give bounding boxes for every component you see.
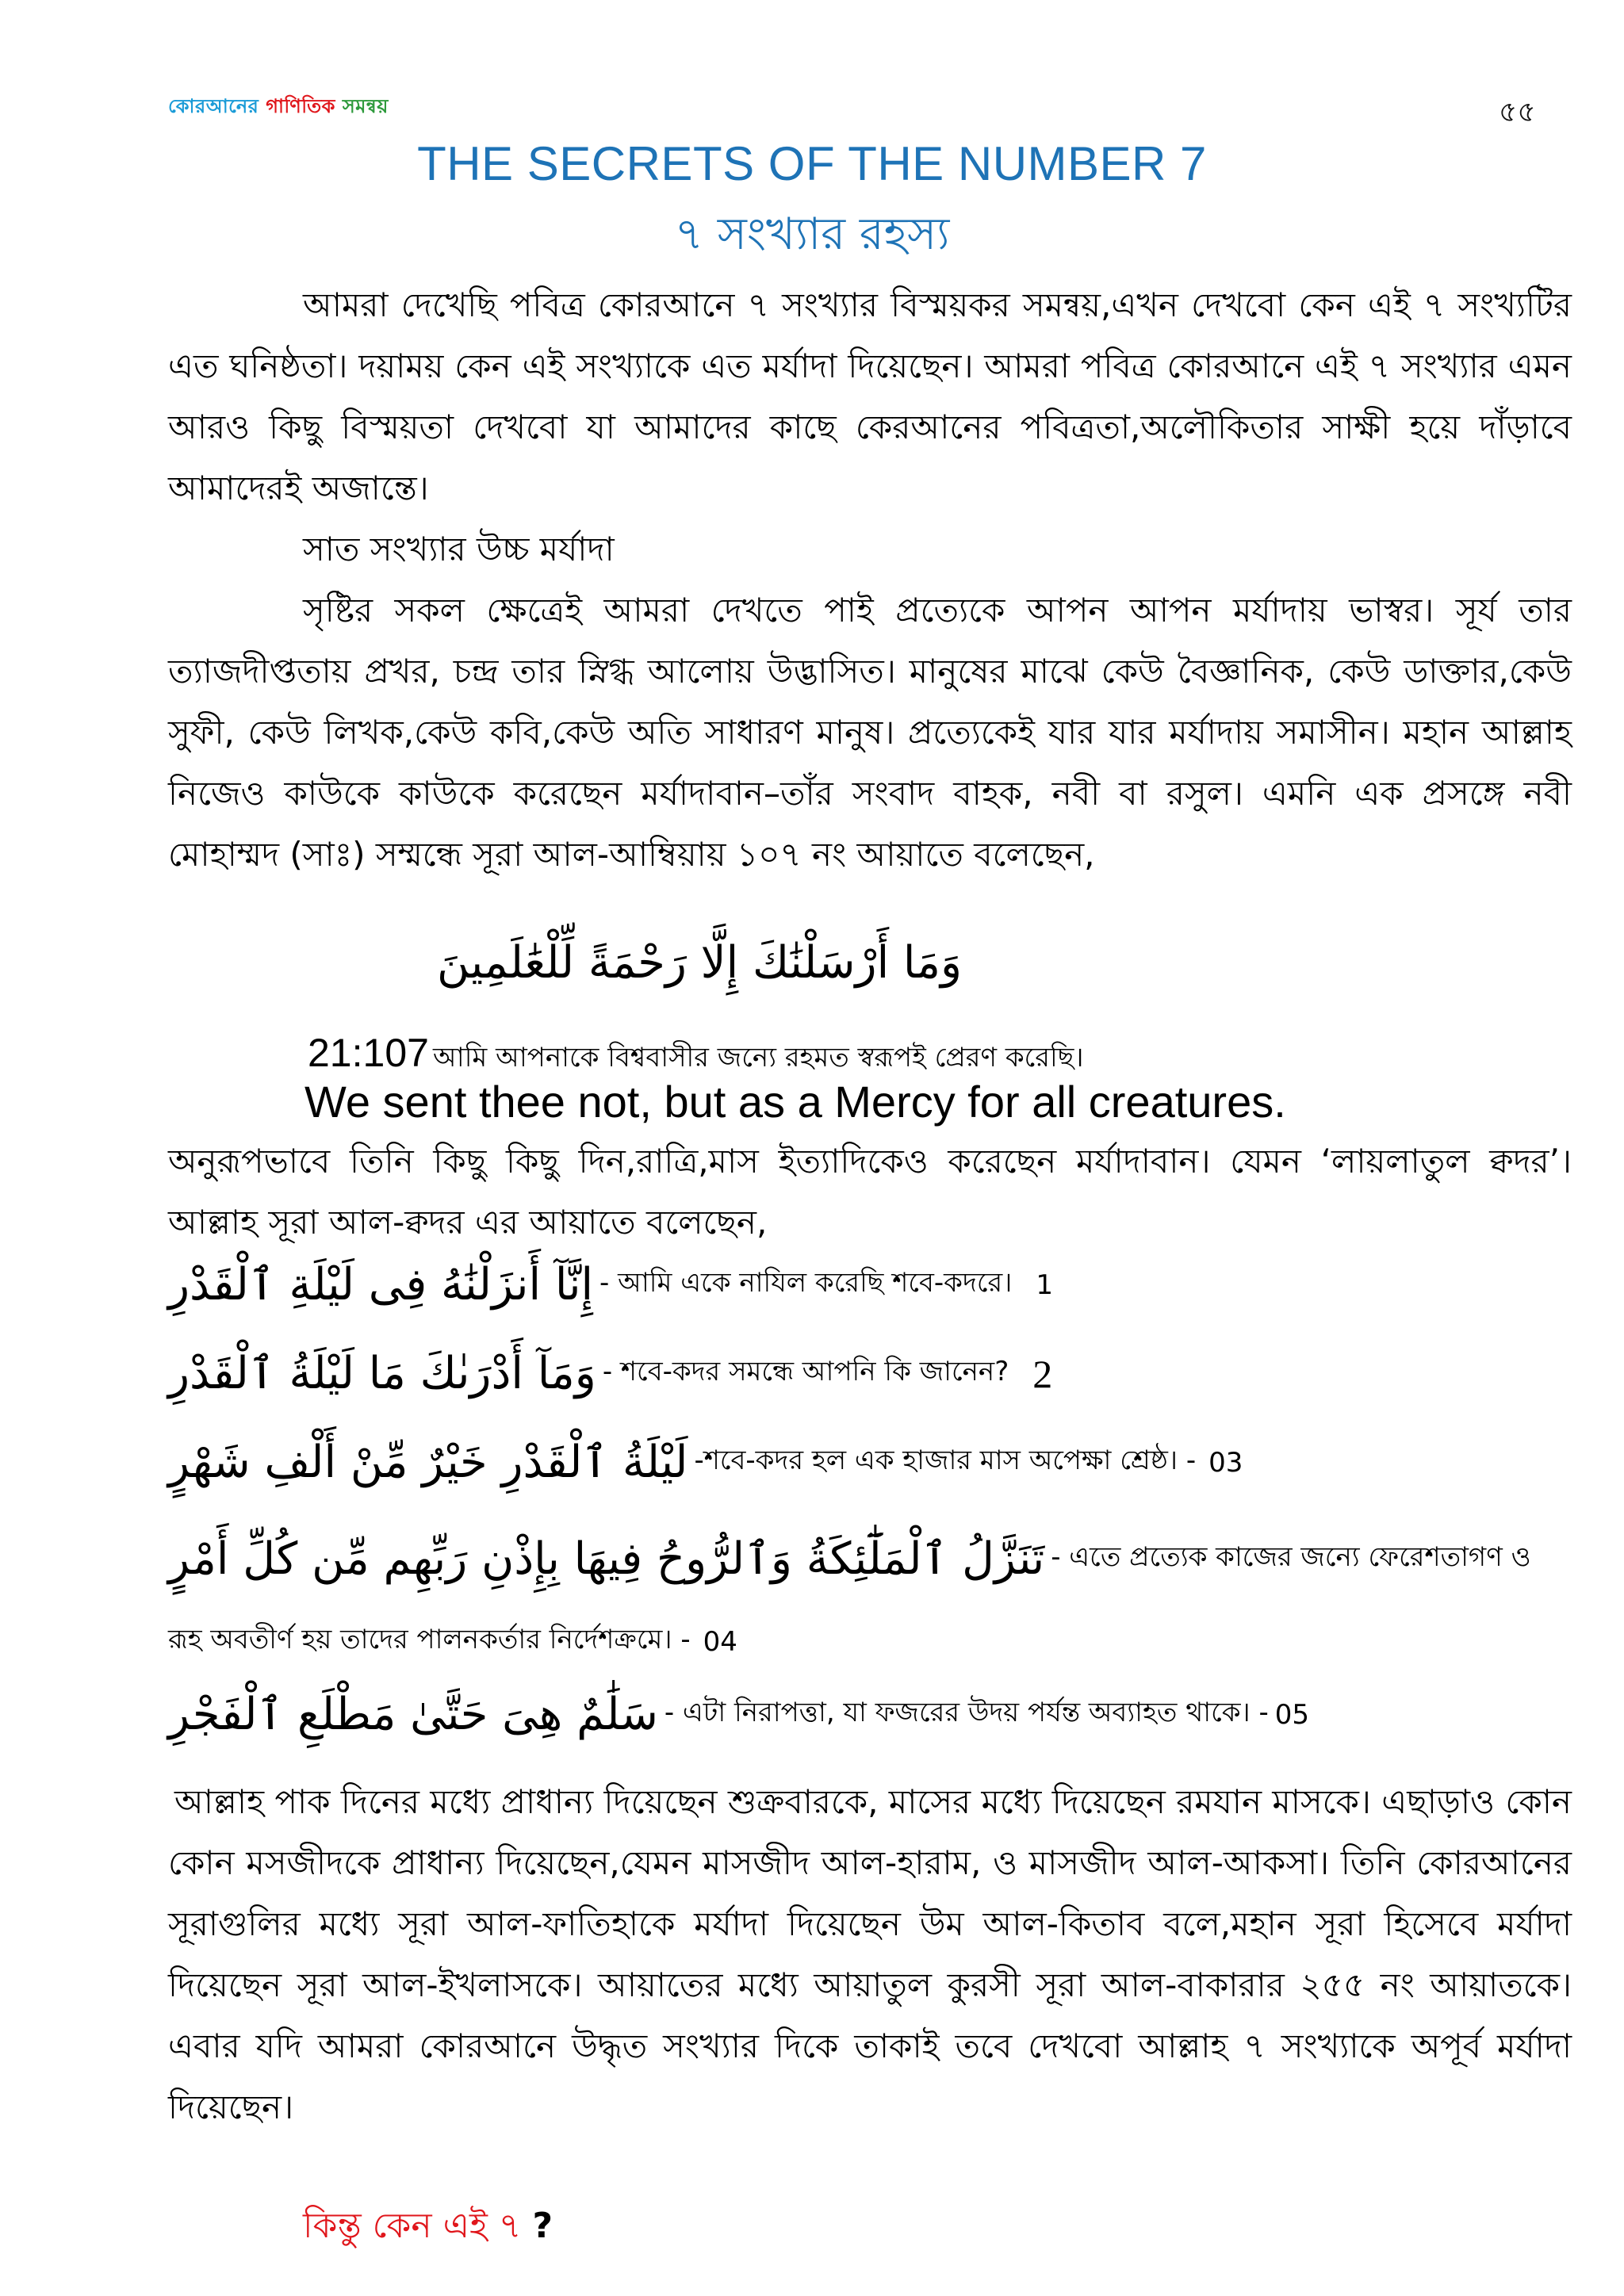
verse-4-translation: - এতে প্রত্যেক কাজের জন্যে ফেরেশতাগণ ও (1051, 1541, 1531, 1573)
verse-5-number: 05 (1274, 1698, 1310, 1731)
title-english: THE SECRETS OF THE NUMBER 7 (417, 137, 1207, 190)
verse-1-arabic: إِنَّآ أَنزَلْنَٰهُ فِى لَيْلَةِ ٱلْقَدْرِ (168, 1259, 594, 1311)
verse-row-5 (168, 1689, 1580, 1740)
page-number: ৫৫ (1499, 96, 1536, 128)
verse-5-arabic: سَلَٰمٌ هِىَ حَتَّىٰ مَطْلَعِ ٱلْفَجْرِ (168, 1689, 658, 1740)
verse-4-arabic: تَنَزَّلُ ٱلْمَلَٰٓئِكَةُ وَٱلرُّوحُ فِيهَا بِإِذْنِ رَبِّهِم مِّن كُلِّ أَمْرٍ (168, 1533, 1045, 1585)
running-head-part-1: কোরআনের (168, 95, 259, 117)
verse-3-number: 03 (1208, 1446, 1243, 1479)
verse-4-number: 04 (703, 1625, 737, 1658)
paragraph-3: অনুরূপভাবে তিনি কিছু কিছু দিন,রাত্রি,মাস ইত্যাদিকেও করেছেন মর্যাদাবান। যেমন ‘লায়লাতুল ক্বদর’। আল্লাহ সূরা আল-ক্বদর এর আয়াতে বলেছেন, (168, 1142, 1572, 1242)
quote-reference: 21:107 (308, 1031, 429, 1075)
running-head-part-3: সমন্বয় (342, 95, 389, 117)
closing-question-text: কিন্তু কেন এই ৭ (303, 2206, 522, 2246)
verse-2-number: 2 (1032, 1351, 1053, 1396)
verse-2-arabic: وَمَآ أَدْرَىٰكَ مَا لَيْلَةُ ٱلْقَدْرِ (168, 1348, 596, 1399)
title-bengali: ৭ সংখ্যার রহস্য (674, 209, 950, 260)
verse-1-translation: - আমি একে নাযিল করেছি শবে-কদরে। (599, 1267, 1013, 1299)
verse-4-continuation: রূহ অবতীর্ণ হয় তাদের পালনকর্তার নির্দেশক্রমে। - (168, 1624, 691, 1655)
verse-3-arabic: لَيْلَةُ ٱلْقَدْرِ خَيْرٌ مِّنْ أَلْفِ شَهْرٍ (168, 1437, 688, 1488)
closing-question (303, 2199, 553, 2257)
paragraph-2: সৃষ্টির সকল ক্ষেত্রেই আমরা দেখতে পাই প্রত্যেকে আপন আপন মর্যাদায় ভাস্বর। সূর্য তার ত্যাজদীপ্ততায় প্রখর, চন্দ্র তার স্নিগ্ধ আলোয় উদ্ভাসিত। মানুষের মাঝে কেউ বৈজ্ঞানিক, কেউ ডাক্তার,কেউ সুফী, কেউ লিখক,কেউ কবি,কেউ অতি সাধারণ মানুষ। প্রত্যেকেই যার যার মর্যাদায় সমাসীন। মহান আল্লাহ নিজেও কাউকে কাউকে করেছেন মর্যাদাবান–তাঁর সংবাদ বাহক, নবী বা রসুল। এমনি এক প্রসঙ্গে নবী মোহাম্মদ (সাঃ) সম্মন্ধে সূরা আল-আম্বিয়ায় ১০৭ নং আয়াতে বলেছেন, (168, 591, 1572, 874)
verse-2-translation: - শবে-কদর সমন্ধে আপনি কি জানেন? (602, 1356, 1009, 1387)
section-heading: সাত সংখ্যার উচ্চ মর্যাদা (303, 530, 615, 568)
paragraph-4: আল্লাহ পাক দিনের মধ্যে প্রাধান্য দিয়েছেন শুক্রবারকে, মাসের মধ্যে দিয়েছেন রমযান মাসকে। এছাড়াও কোন কোন মসজীদকে প্রাধান্য দিয়েছেন,যেমন মাসজীদ আল-হারাম, ও মাসজীদ আল-আকসা। তিনি কোরআনের সূরাগুলির মধ্যে সূরা আল-ফাতিহাকে মর্যাদা দিয়েছেন উম আল-কিতাব বলে,মহান সূরা হিসেবে মর্যাদা দিয়েছেন সূরা আল-ইখলাসকে। আয়াতের মধ্যে আয়াতুল কুরসী সূরা আল-বাকারার ২৫৫ নং আয়াতকে। এবার যদি আমরা কোরআনে উদ্ধৃত সংখ্যার দিকে তাকাই তবে দেখবো আল্লাহ ৭ সংখ্যাকে অপূর্ব মর্যাদা দিয়েছেন। (168, 1782, 1572, 2126)
running-head-part-2: গাণিতিক (266, 95, 335, 117)
quote-translation-en: We sent thee not, but as a Mercy for all creatures. (304, 1077, 1286, 1127)
quote-translation-bn: আমি আপনাকে বিশ্ববাসীর জন্যে রহমত স্বরূপই প্রেরণ করেছি। (433, 1042, 1084, 1073)
intro-paragraph: আমরা দেখেছি পবিত্র কোরআনে ৭ সংখ্যার বিস্ময়কর সমন্বয়,এখন দেখবো কেন এই ৭ সংখ্যটির এত ঘনিষ্ঠতা। দয়াময় কেন এই সংখ্যাকে এত মর্যাদা দিয়েছেন। আমরা পবিত্র কোরআনে এই ৭ সংখ্যার এমন আরও কিছু বিস্ময়তা দেখবো যা আমাদের কাছে কেরআনের পবিত্রতা,অলৌকিতার সাক্ষী হয়ে দাঁড়াবে আমাদেরই অজান্তে। (168, 285, 1572, 507)
verse-row-4 (168, 1533, 1580, 1585)
running-head (168, 92, 389, 124)
verse-row-2 (168, 1348, 1580, 1399)
verse-row-3 (168, 1437, 1580, 1488)
closing-question-mark: ? (532, 2206, 553, 2246)
verse-row-1 (168, 1259, 1580, 1311)
verse-4-continuation-row (168, 1619, 1580, 1664)
verse-5-translation: - এটা নিরাপত্তা, যা ফজরের উদয় পর্যন্ত অব্যাহত থাকে। - (664, 1697, 1269, 1728)
quran-quote-arabic: وَمَا أَرْسَلْنَٰكَ إِلَّا رَحْمَةً لِّلْعَٰلَمِينَ (436, 937, 963, 989)
verse-1-number: 1 (1036, 1269, 1053, 1301)
verse-3-translation: -শবে-কদর হল এক হাজার মাস অপেক্ষা শ্রেষ্ঠ। - (694, 1445, 1197, 1476)
